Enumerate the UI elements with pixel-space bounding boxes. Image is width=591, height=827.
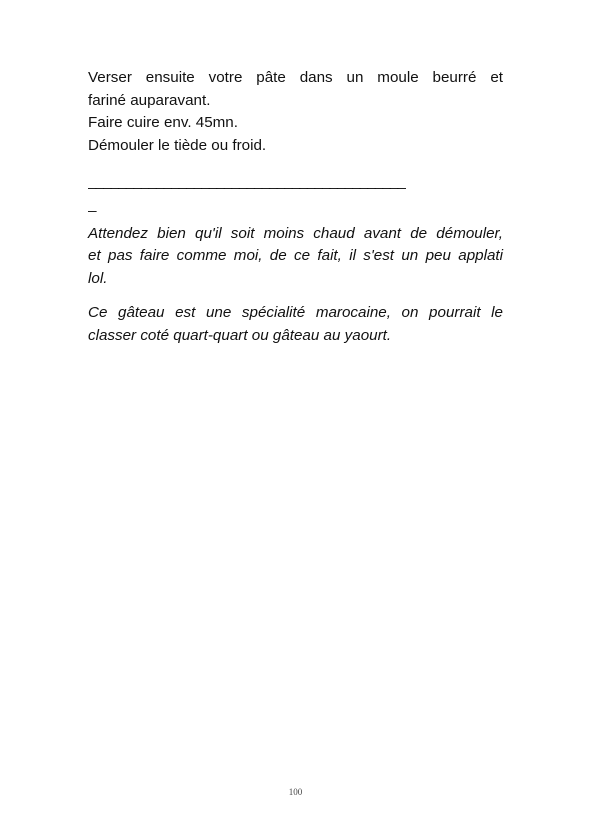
author-note [88,223,503,291]
instruction-line: fariné auparavant. [88,91,211,109]
instruction-line: Verser ensuite votre pâte dans un moule beurré et [88,69,503,86]
note-line: classer coté quart-quart ou gâteau au yaourt. [88,326,392,344]
note-line: et pas faire comme moi, de ce fait, il s'est un peu applati [88,247,503,265]
recipe-instructions [88,67,503,157]
page-number: 100 [288,787,303,797]
separator-underscores: __________________________________________ [88,173,405,191]
separator-tail: _ [88,195,97,213]
note-line: Attendez bien qu'il soit moins chaud avant de démouler, [88,224,503,242]
author-note [88,302,503,347]
instruction-line: Démouler le tiède ou froid. [88,136,267,154]
note-line: Ce gâteau est une spécialité marocaine, on pourrait le [88,304,503,322]
separator-rule [88,171,503,216]
page-body [88,67,503,348]
note-line: lol. [88,269,108,287]
instruction-line: Faire cuire env. 45mn. [88,114,238,132]
